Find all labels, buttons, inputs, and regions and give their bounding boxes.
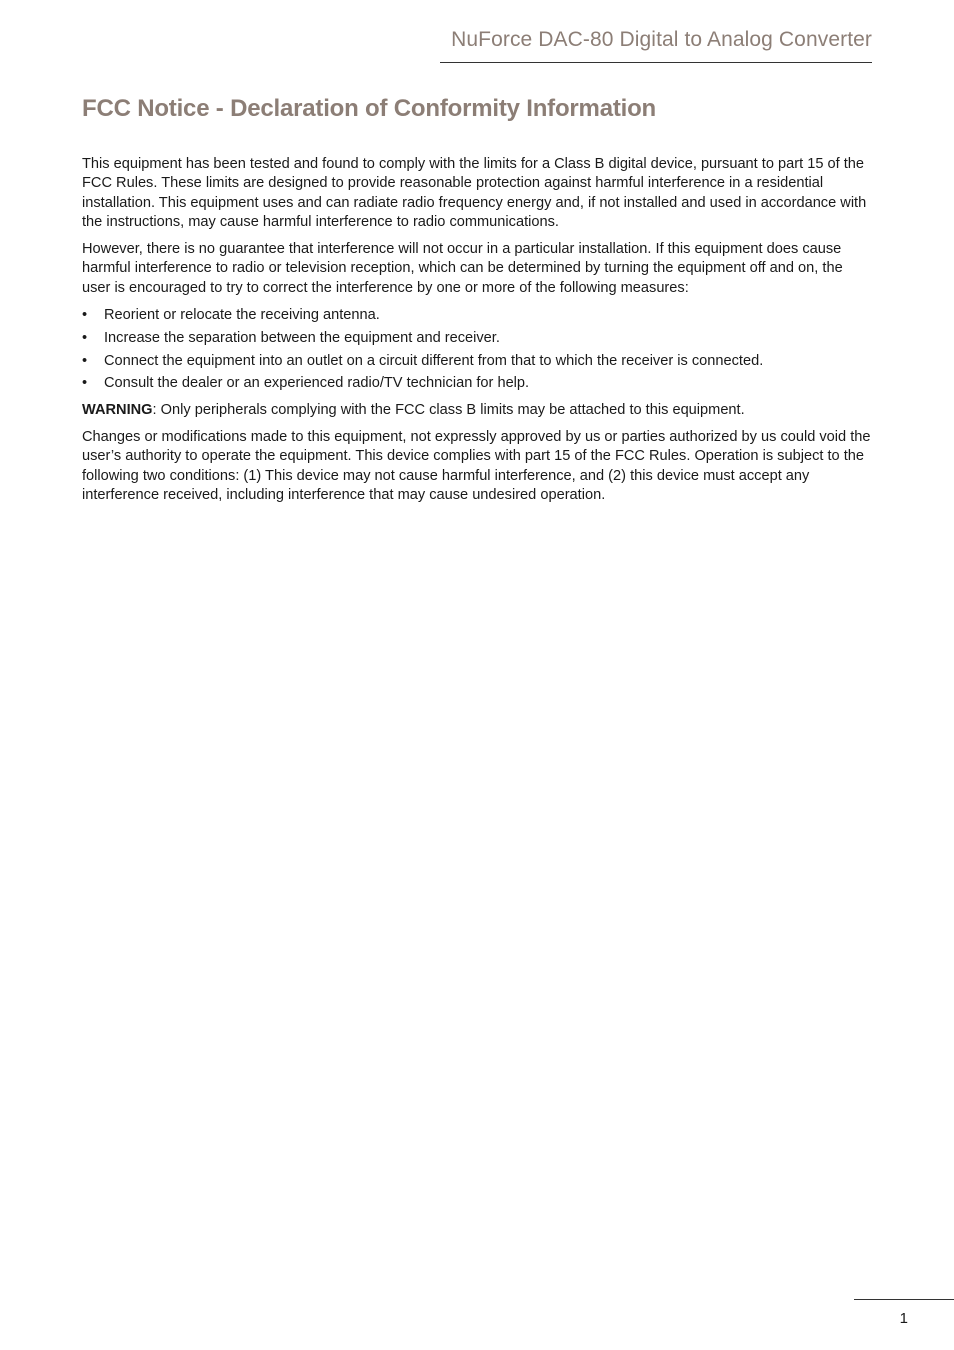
measures-list: [82, 306, 872, 394]
header-divider: [440, 62, 872, 63]
list-item-text: Increase the separation between the equipment and receiver.: [104, 329, 500, 346]
bullet-icon: •: [82, 375, 88, 392]
list-item: [82, 374, 872, 393]
list-item-text: Connect the equipment into an outlet on a circuit different from that to which the receiver is connected.: [104, 352, 764, 369]
list-item-text: Consult the dealer or an experienced radio/TV technician for help.: [104, 375, 530, 392]
list-item: [82, 306, 872, 325]
document-header-title: NuForce DAC-80 Digital to Analog Converter: [451, 28, 872, 51]
document-body: [82, 155, 872, 513]
footer-divider: [854, 1299, 954, 1300]
list-item: [82, 329, 872, 348]
page-title: FCC Notice - Declaration of Conformity Information: [82, 95, 657, 122]
warning-paragraph: [82, 401, 872, 420]
bullet-icon: •: [82, 329, 88, 346]
list-item: [82, 352, 872, 371]
bullet-icon: •: [82, 352, 88, 369]
page-number: 1: [899, 1310, 908, 1327]
warning-label: WARNING: [82, 401, 153, 418]
intro-paragraph: This equipment has been tested and found to comply with the limits for a Class B digital device, pursuant to part 15 of the FCC Rules. These limits are designed to provide reasonable protection against harmful interference in a residential installation. This equipment uses and can radiate radio frequency energy and, if not installed and used in accordance with the instructions, may cause harmful interference to radio communications.: [82, 156, 867, 230]
list-item-text: Reorient or relocate the receiving antenna.: [104, 307, 380, 324]
guarantee-paragraph: However, there is no guarantee that interference will not occur in a particular installation. If this equipment does cause harmful interference to radio or television reception, which can be determined by turning the equipment off and on, the user is encouraged to try to correct the interference by one or more of the following measures:: [82, 241, 843, 296]
closing-paragraph: Changes or modifications made to this equipment, not expressly approved by us or parties authorized by us could void the user’s authority to operate the equipment. This device complies with part 15 of the FCC Rules. Operation is subject to the following two conditions: (1) This device may not cause harmful interference, and (2) this device must accept any interference received, including interference that may cause undesired operation.: [82, 429, 871, 503]
warning-text: : Only peripherals complying with the FCC class B limits may be attached to this equipment.: [152, 401, 745, 418]
bullet-icon: •: [82, 307, 88, 324]
